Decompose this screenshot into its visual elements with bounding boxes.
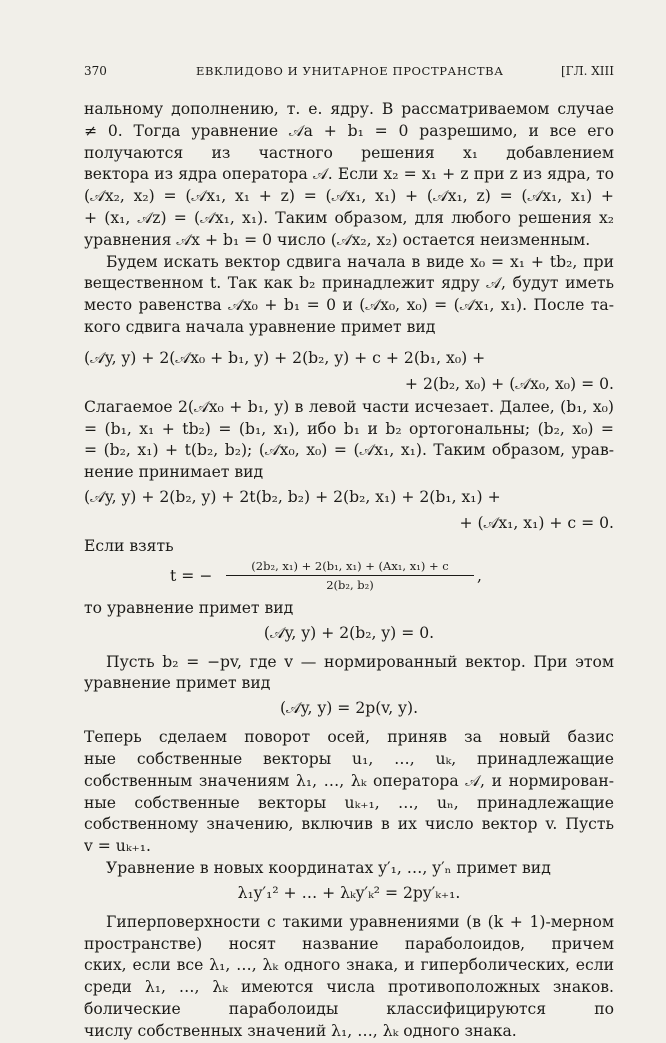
text-line: уравнение примет вид	[84, 674, 271, 693]
text-line: получаются из частного решения x₁ добавлением	[84, 143, 614, 162]
text-line: Слагаемое 2(𝒜x₀ + b₁, y) в левой части исчезает. Далее, (b₁, x₀)	[84, 397, 614, 416]
text-line: Если взять	[84, 536, 174, 555]
display-equation: + (𝒜x₁, x₁) + c = 0.	[459, 513, 614, 532]
text-line: собственным значениям λ₁, …, λₖ оператора 𝒜, и нормирован-	[84, 771, 614, 790]
formula-t-fraction	[226, 558, 474, 593]
formula-t-punct: ,	[477, 566, 482, 585]
paragraph-start: Теперь сделаем поворот осей, приняв за новый базис	[84, 728, 614, 747]
text-line: вещественном t. Так как b₂ принадлежит ядру 𝒜, будут иметь	[84, 274, 614, 293]
text-line: нение принимает вид	[84, 463, 264, 482]
text-line: v = uₖ₊₁.	[84, 837, 151, 856]
formula-t-denominator: 2(b₂, b₂)	[326, 577, 374, 592]
display-equation: (𝒜y, y) + 2(𝒜x₀ + b₁, y) + 2(b₂, y) + c + 2(b₁, x₀) +	[84, 348, 486, 367]
text-line: уравнения 𝒜x + b₁ = 0 число (𝒜x₂, x₂) остается неизменным.	[84, 230, 591, 249]
formula-t-numerator: (2b₂, x₁) + 2(b₁, x₁) + (Ax₁, x₁) + c	[226, 558, 474, 576]
chapter-label: [ГЛ. XIII	[560, 64, 614, 78]
text-line: место равенства 𝒜x₀ + b₁ = 0 и (𝒜x₀, x₀) = (𝒜x₁, x₁). После та-	[84, 296, 614, 315]
text-line: (𝒜x₂, x₂) = (𝒜x₁, x₁ + z) = (𝒜x₁, x₁) + (𝒜x₁, z) = (𝒜x₁, x₁) +	[84, 187, 614, 206]
paragraph-start: Уравнение в новых координатах y′₁, …, y′ₙ примет вид	[106, 858, 551, 877]
display-equation: (𝒜y, y) + 2(b₂, y) = 0.	[263, 623, 435, 642]
text-line: ских, если все λ₁, …, λₖ одного знака, и гиперболических, если	[84, 956, 614, 975]
text-line: среди λ₁, …, λₖ имеются числа противоположных знаков.	[84, 978, 614, 997]
display-equation: (𝒜y, y) = 2p(v, y).	[279, 699, 419, 718]
text-line: собственному значению, включив в их число вектор v. Пусть	[84, 815, 614, 834]
formula-t	[84, 558, 614, 598]
display-equation: λ₁y′₁² + … + λₖy′ₖ² = 2py′ₖ₊₁.	[237, 883, 461, 902]
display-equation: (𝒜y, y) + 2(b₂, y) + 2t(b₂, b₂) + 2(b₂, x₁) + 2(b₁, x₁) +	[84, 487, 501, 506]
text-line: числу собственных значений λ₁, …, λₖ одного знака.	[84, 1021, 517, 1040]
text-line: ≠ 0. Тогда уравнение 𝒜a + b₁ = 0 разрешимо, и все его	[84, 121, 614, 140]
text-line: болические параболоиды классифицируются по	[84, 999, 614, 1018]
page-body	[84, 99, 614, 1043]
text-line: = (b₁, x₁ + tb₂) = (b₁, x₁), ибо b₁ и b₂ ортогональны; (b₂, x₀) =	[84, 419, 614, 438]
paragraph-start: Пусть b₂ = −pv, где v — нормированный вектор. При этом	[106, 652, 614, 671]
text-line: = (b₂, x₁) + t(b₂, b₂); (𝒜x₀, x₀) = (𝒜x₁, x₁). Таким образом, урав-	[84, 441, 614, 460]
text-line: пространстве) носят название параболоидов, причем	[84, 934, 614, 953]
text-line: то уравнение примет вид	[84, 598, 294, 617]
running-title: ЕВКЛИДОВО И УНИТАРНОЕ ПРОСТРАНСТВА	[196, 64, 504, 78]
paragraph-start: Будем искать вектор сдвига начала в виде x₀ = x₁ + tb₂, при	[106, 252, 614, 271]
text-line: + (x₁, 𝒜z) = (𝒜x₁, x₁). Таким образом, для любого решения x₂	[84, 208, 614, 227]
text-line: вектора из ядра оператора 𝒜. Если x₂ = x₁ + z при z из ядра, то	[84, 165, 614, 184]
formula-t-lhs: t = −	[170, 566, 213, 585]
text-line: кого сдвига начала уравнение примет вид	[84, 317, 436, 336]
display-equation: + 2(b₂, x₀) + (𝒜x₀, x₀) = 0.	[404, 374, 614, 393]
text-line: ные собственные векторы u₁, …, uₖ, принадлежащие	[84, 749, 614, 768]
text-line: нальному дополнению, т. е. ядру. В рассматриваемом случае	[84, 100, 614, 118]
paragraph-start: Гиперповерхности с такими уравнениями (в (k + 1)-мерном	[106, 912, 614, 931]
text-line: ные собственные векторы uₖ₊₁, …, uₙ, принадлежащие	[84, 793, 614, 812]
page-header	[84, 64, 614, 86]
page-number: 370	[84, 64, 107, 78]
